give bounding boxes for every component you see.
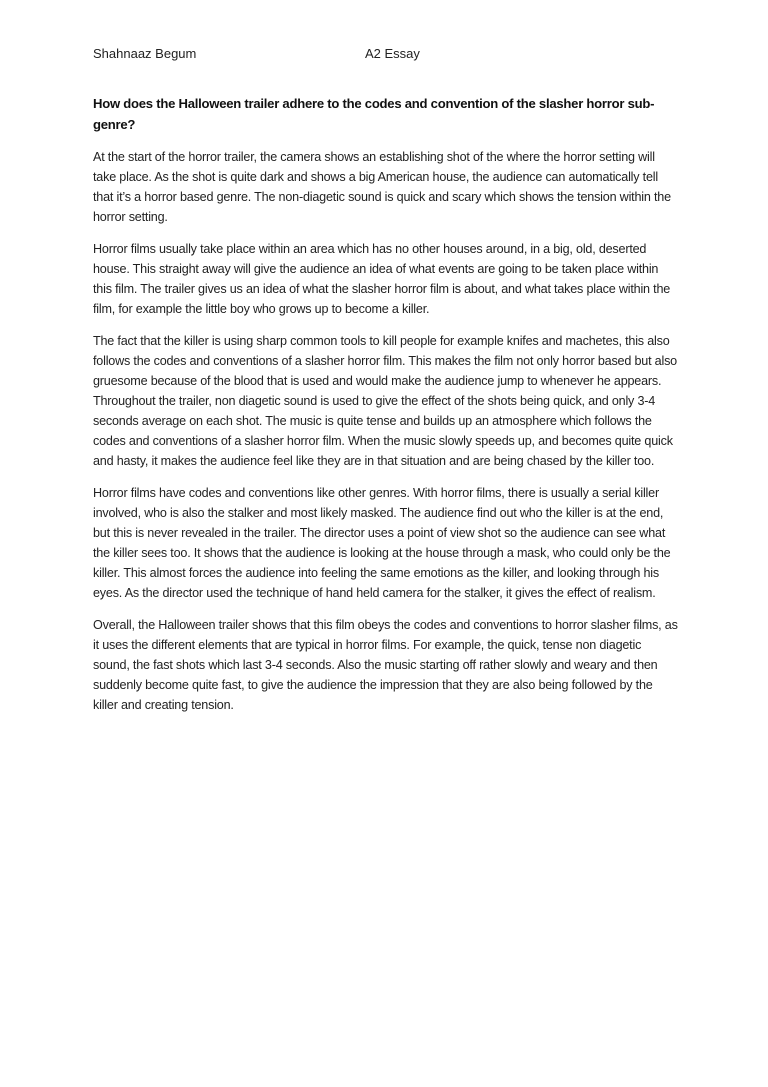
essay-body: [93, 93, 679, 727]
paragraph-1: At the start of the horror trailer, the camera shows an establishing shot of the where the horror setting will take place. As the shot is quite dark and shows a big American house, the audience can automatically tell that it’s a horror based genre. The non-diagetic sound is quick and scary which shows the tension within the horror setting.: [93, 150, 671, 224]
paragraph-2: Horror films usually take place within an area which has no other houses around, in a big, old, deserted house. This straight away will give the audience an idea of what events are going to be taken place within this film. The trailer gives us an idea of what the slasher horror film is about, and what takes place within the film, for example the little boy who grows up to become a killer.: [93, 242, 671, 316]
paragraph-4: Horror films have codes and conventions like other genres. With horror films, there is usually a serial killer involved, who is also the stalker and most likely masked. The audience find out who the killer is at the end, but this is never revealed in the trailer. The director uses a point of view shot so the audience can see what the killer sees too. It shows that the audience is looking at the house through a mask, who could only be the killer. This almost forces the audience into feeling the same emotions as the killer, and looking through his eyes. As the director used the technique of hand held camera for the stalker, it gives the effect of realism.: [93, 486, 671, 600]
paragraph-5: Overall, the Halloween trailer shows that this film obeys the codes and conventions to horror slasher films, as it uses the different elements that are typical in horror films. For example, the quick, tense non diagetic sound, the fast shots which last 3-4 seconds. Also the music starting off rather slowly and weary and then suddenly become quite fast, to give the audience the impression that they are also being followed by the killer and creating tension.: [93, 618, 678, 712]
paragraph-3: The fact that the killer is using sharp common tools to kill people for example knifes and machetes, this also follows the codes and conventions of a slasher horror film. This makes the film not only horror based but also gruesome because of the blood that is used and would make the audience jump to whenever he appears. Throughout the trailer, non diagetic sound is used to give the effect of the shots being quick, and only 3-4 seconds average on each shot. The music is quite tense and builds up an atmosphere which follows the codes and conventions of a slasher horror film. When the music slowly speeds up, and becomes quite quick and hasty, it makes the audience feel like they are in that situation and are being chased by the killer too.: [93, 334, 677, 468]
author-name: Shahnaaz Begum: [93, 46, 197, 61]
essay-title: How does the Halloween trailer adhere to the codes and convention of the slasher horror sub-genre?: [93, 96, 655, 132]
page-header: [93, 44, 683, 64]
course-label: A2 Essay: [365, 46, 420, 61]
